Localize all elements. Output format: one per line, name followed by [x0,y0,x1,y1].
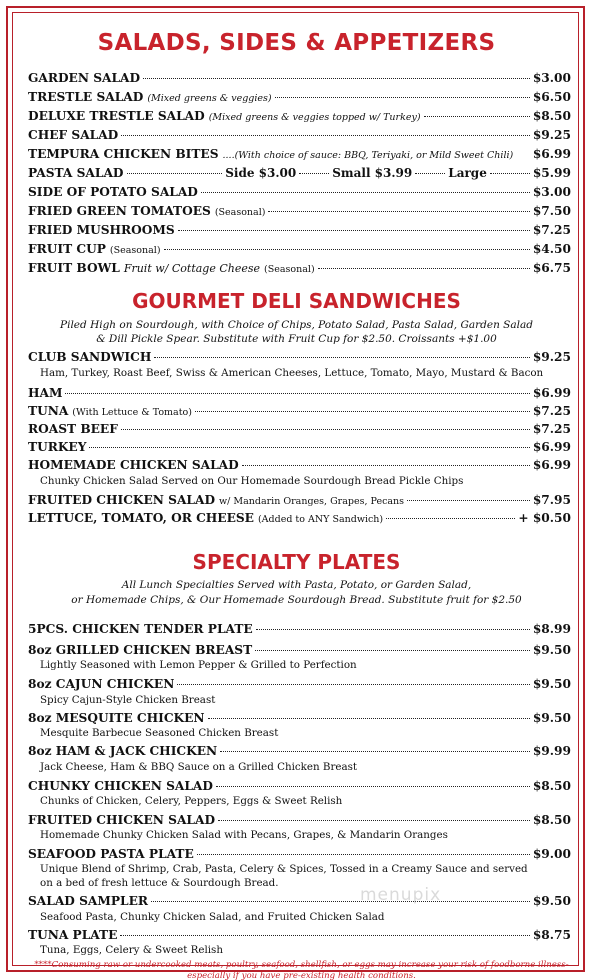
menu-item: GARDEN SALAD $3.00 [28,71,571,85]
menu-item: LETTUCE, TOMATO, OR CHEESE (Added to ANY Sandwich) + $0.50 [28,511,571,525]
menu-item: TUNA (With Lettuce & Tomato) $7.25 [28,404,571,418]
menu-item: SEAFOOD PASTA PLATE $9.00 [28,847,571,861]
menu-item: FRIED MUSHROOMS $7.25 [28,223,571,237]
item-description: Ham, Turkey, Roast Beef, Swiss & American Cheeses, Lettuce, Tomato, Mayo, Mustard & Bacon [40,367,544,379]
menu-item: SIDE OF POTATO SALAD $3.00 [28,185,571,199]
plates-intro-line-2: or Homemade Chips, & Our Homemade Sourdough Bread. Substitute fruit for $2.50 [71,594,522,606]
menu-item: 5PCS. CHICKEN TENDER PLATE $8.99 [28,622,571,636]
menu-item: CHEF SALAD $9.25 [28,128,571,142]
watermark: menupix [360,885,442,905]
food-safety-disclaimer: ****Consuming raw or undercooked meats, poultry, seafood, shellfish, or eggs may increase your risk of foodborne illness- especially if you have pre-existing health conditions. [34,960,569,980]
menu-item-pasta-salad: PASTA SALAD Side $3.00 Small $3.99 Large $5.99 [28,166,571,180]
item-description: Mesquite Barbecue Seasoned Chicken Breast [40,727,279,739]
menu-item: SALAD SAMPLER $9.50 [28,894,571,908]
menu-item: 8oz HAM & JACK CHICKEN $9.99 [28,744,571,758]
menu-item: TURKEY $6.99 [28,440,571,454]
menu-item: CLUB SANDWICH $9.25 [28,350,571,364]
menu-item: FRUITED CHICKEN SALAD $8.50 [28,813,571,827]
item-description: Seafood Pasta, Chunky Chicken Salad, and Fruited Chicken Salad [40,911,385,923]
item-description-line-2: on a bed of fresh lettuce & Sourdough Bread. [40,877,279,889]
menu-item: ROAST BEEF $7.25 [28,422,571,436]
menu-item: TEMPURA CHICKEN BITES ....(With choice of sauce: BBQ, Teriyaki, or Mild Sweet Chili) $6.99 [28,147,571,161]
section-title-plates: SPECIALTY PLATES [192,550,401,574]
menu-item: 8oz CAJUN CHICKEN $9.50 [28,677,571,691]
menu-item: 8oz GRILLED CHICKEN BREAST $9.50 [28,643,571,657]
menu-item: FRUIT CUP (Seasonal) $4.50 [28,242,571,256]
menu-item: 8oz MESQUITE CHICKEN $9.50 [28,711,571,725]
menu-item: DELUXE TRESTLE SALAD (Mixed greens & veggies topped w/ Turkey) $8.50 [28,109,571,123]
menu-item: TRESTLE SALAD (Mixed greens & veggies) $6.50 [28,90,571,104]
deli-intro-line-1: Piled High on Sourdough, with Choice of Chips, Potato Salad, Pasta Salad, Garden Salad [60,319,533,331]
menu-item: FRIED GREEN TOMATOES (Seasonal) $7.50 [28,204,571,218]
item-description: Jack Cheese, Ham & BBQ Sauce on a Grilled Chicken Breast [40,761,358,773]
item-description: Tuna, Eggs, Celery & Sweet Relish [40,944,223,956]
item-description: Homemade Chunky Chicken Salad with Pecans, Grapes, & Mandarin Oranges [40,829,448,841]
menu-item: FRUITED CHICKEN SALAD w/ Mandarin Oranges, Grapes, Pecans $7.95 [28,493,571,507]
deli-intro-line-2: & Dill Pickle Spear. Substitute with Fruit Cup for $2.50. Croissants +$1.00 [96,333,497,345]
item-description: Lightly Seasoned with Lemon Pepper & Grilled to Perfection [40,659,357,671]
menu-item: CHUNKY CHICKEN SALAD $8.50 [28,779,571,793]
item-description: Unique Blend of Shrimp, Crab, Pasta, Celery & Spices, Tossed in a Creamy Sauce and served [40,863,528,875]
section-title-deli: GOURMET DELI SANDWICHES [132,289,461,313]
plates-intro-line-1: All Lunch Specialties Served with Pasta, Potato, or Garden Salad, [121,579,472,591]
menu-item: HOMEMADE CHICKEN SALAD $6.99 [28,458,571,472]
item-description: Spicy Cajun-Style Chicken Breast [40,694,216,706]
item-description: Chunky Chicken Salad Served on Our Homemade Sourdough Bread Pickle Chips [40,475,464,487]
menu-item: FRUIT BOWL Fruit w/ Cottage Cheese (Seasonal) $6.75 [28,261,571,275]
item-description: Chunks of Chicken, Celery, Peppers, Eggs & Sweet Relish [40,795,343,807]
menu-item: HAM $6.99 [28,386,571,400]
section-title-salads: SALADS, SIDES & APPETIZERS [97,30,496,56]
menu-item: TUNA PLATE $8.75 [28,928,571,942]
